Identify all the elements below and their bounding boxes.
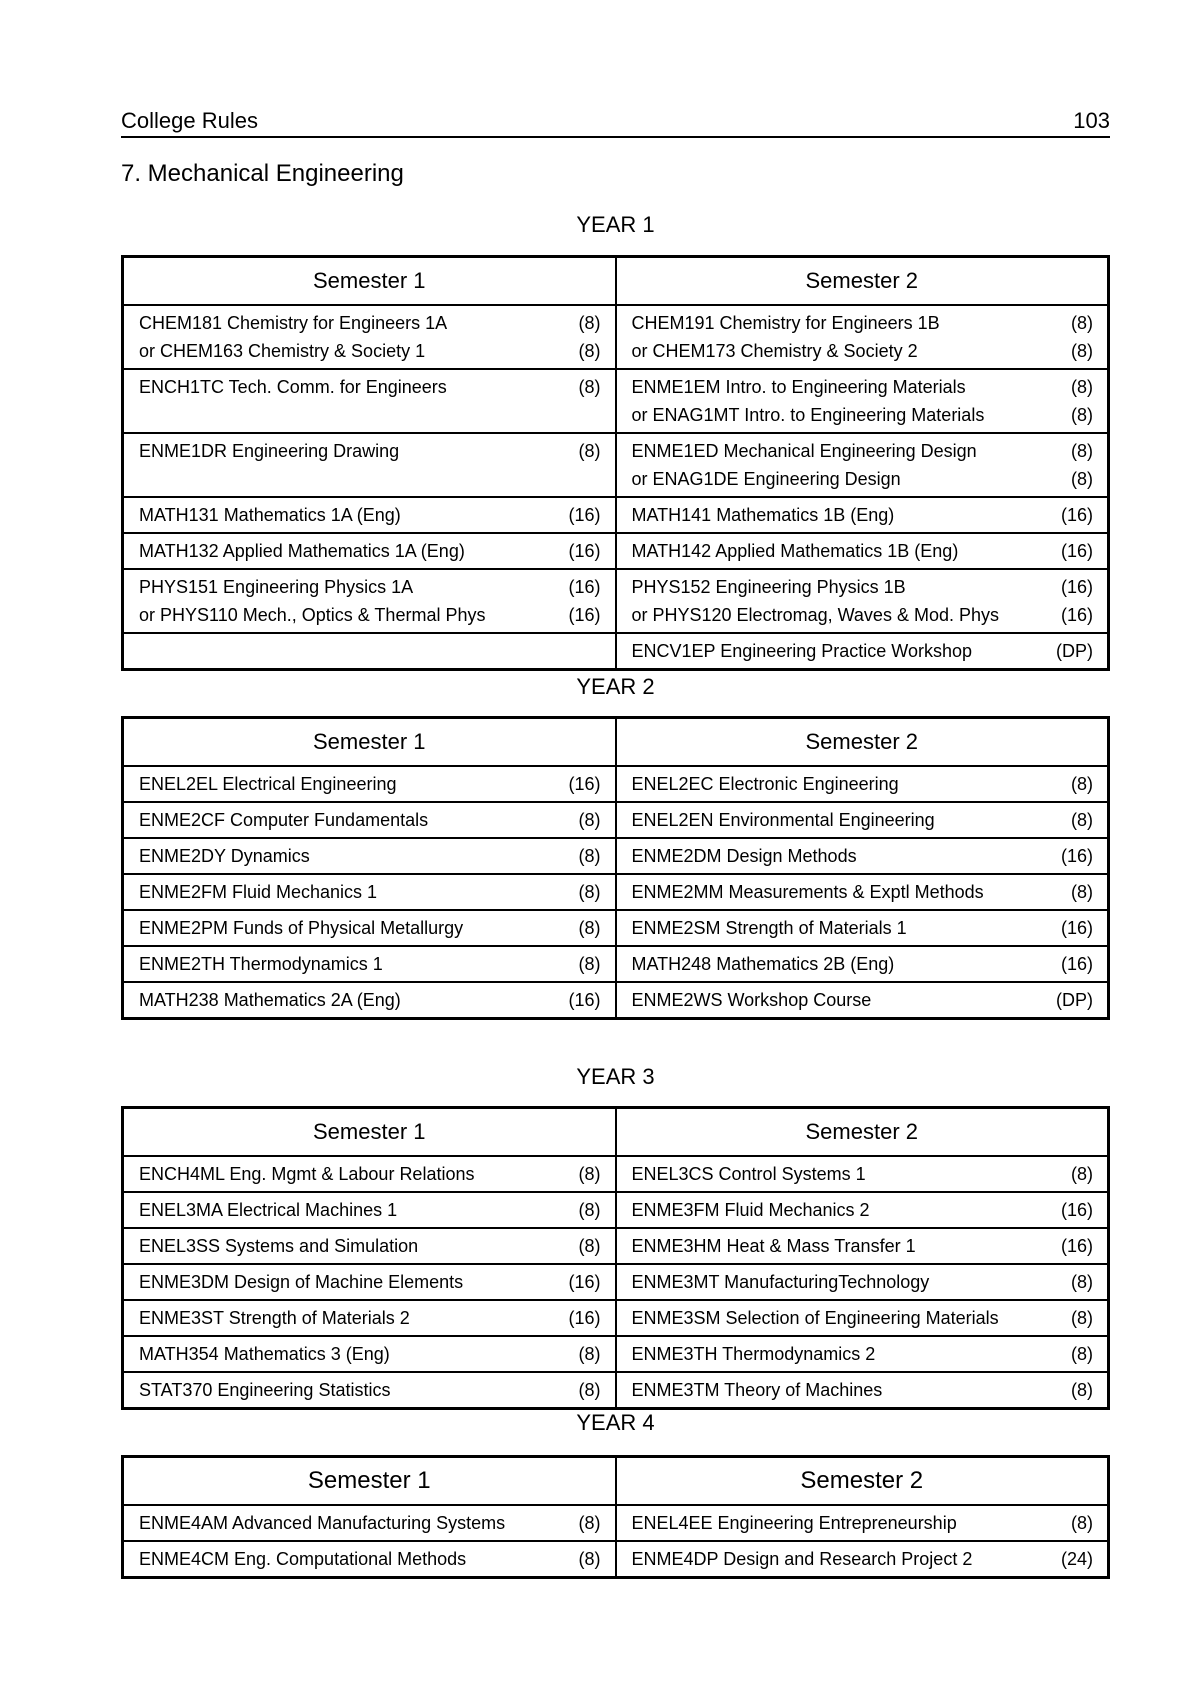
semester-header-s1: Semester 1	[123, 1108, 616, 1157]
course-entry	[632, 1232, 1094, 1260]
course-cell-s1	[123, 1156, 616, 1192]
course-name: or ENAG1MT Intro. to Engineering Materials	[631, 405, 985, 425]
course-cell-s1	[123, 1300, 616, 1336]
course-entry	[139, 1196, 601, 1224]
course-cell-s1	[123, 497, 616, 533]
course-row	[123, 305, 1109, 369]
course-name: MATH132 Applied Mathematics 1A (Eng)	[139, 541, 465, 561]
course-name: MATH238 Mathematics 2A (Eng)	[139, 990, 401, 1010]
course-entry	[139, 1232, 601, 1260]
course-cell-s2	[616, 633, 1109, 670]
course-entry	[632, 806, 1094, 834]
course-credits: (16)	[1060, 1200, 1093, 1220]
section-title: 7. Mechanical Engineering	[121, 160, 404, 187]
course-cell-s1	[123, 569, 616, 633]
course-cell-s1	[123, 1228, 616, 1264]
course-name: ENME1ED Mechanical Engineering Design	[631, 441, 977, 461]
course-credits: (8)	[1071, 341, 1093, 361]
course-cell-s2	[616, 982, 1109, 1019]
course-cell-s1	[123, 305, 616, 369]
course-entry	[632, 537, 1094, 565]
course-credits: (16)	[1060, 505, 1093, 525]
course-cell-s2	[616, 910, 1109, 946]
semester-header-row	[123, 1108, 1109, 1157]
course-entry	[632, 1196, 1094, 1224]
course-name: or CHEM163 Chemistry & Society 1	[139, 341, 426, 361]
course-cell-s2	[616, 946, 1109, 982]
course-name: ENCH1TC Tech. Comm. for Engineers	[139, 377, 447, 397]
semester-header-s1: Semester 1	[123, 1457, 616, 1506]
course-cell-s1	[123, 910, 616, 946]
course-credits: (16)	[1060, 1236, 1093, 1256]
course-entry	[632, 465, 1094, 493]
course-row	[123, 369, 1109, 433]
course-name: MATH141 Mathematics 1B (Eng)	[631, 505, 895, 525]
course-credits: (DP)	[1056, 990, 1093, 1010]
course-cell-s2	[616, 533, 1109, 569]
course-name: ENME2DY Dynamics	[139, 846, 310, 866]
course-entry	[139, 1304, 601, 1332]
course-entry	[632, 1545, 1094, 1573]
course-credits: (8)	[578, 1549, 601, 1569]
course-credits: (8)	[1071, 1164, 1093, 1184]
course-credits: (16)	[568, 541, 601, 561]
course-cell-s2	[616, 1264, 1109, 1300]
year-1-table	[121, 255, 1110, 671]
course-cell-s2	[616, 802, 1109, 838]
empty-cell	[139, 637, 601, 665]
course-entry	[139, 986, 601, 1014]
course-cell-s1	[123, 982, 616, 1019]
course-credits: (8)	[1071, 469, 1093, 489]
course-credits: (16)	[1060, 605, 1093, 625]
course-name: ENCV1EP Engineering Practice Workshop	[631, 641, 973, 661]
course-cell-s2	[616, 766, 1109, 802]
course-cell-s1	[123, 1336, 616, 1372]
course-name: PHYS151 Engineering Physics 1A	[139, 577, 414, 597]
header-title: College Rules	[121, 108, 258, 133]
course-credits: (8)	[578, 1513, 601, 1533]
course-name: MATH131 Mathematics 1A (Eng)	[139, 505, 401, 525]
course-row	[123, 633, 1109, 670]
course-cell-s1	[123, 1372, 616, 1409]
course-cell-s1	[123, 633, 616, 670]
course-entry	[139, 437, 601, 465]
course-credits: (8)	[578, 1236, 601, 1256]
course-entry	[139, 373, 601, 401]
semester-header-row	[123, 257, 1109, 306]
course-credits: (16)	[1060, 541, 1093, 561]
year-label: YEAR 4	[576, 1410, 655, 1435]
course-name: ENME3MT ManufacturingTechnology	[631, 1272, 930, 1292]
course-entry	[139, 1545, 601, 1573]
course-cell-s2	[616, 1192, 1109, 1228]
course-cell-s1	[123, 1264, 616, 1300]
course-credits: (8)	[1071, 774, 1093, 794]
course-row	[123, 569, 1109, 633]
course-cell-s1	[123, 533, 616, 569]
course-name: ENME3HM Heat & Mass Transfer 1	[631, 1236, 916, 1256]
course-name: ENME3SM Selection of Engineering Materials	[631, 1308, 999, 1328]
course-name: ENME3TH Thermodynamics 2	[631, 1344, 876, 1364]
course-credits: (8)	[1071, 313, 1093, 333]
course-name: ENEL3SS Systems and Simulation	[139, 1236, 419, 1256]
course-entry	[139, 1509, 601, 1537]
course-credits: (8)	[578, 882, 601, 902]
course-entry	[139, 914, 601, 942]
course-cell-s1	[123, 802, 616, 838]
course-row	[123, 1336, 1109, 1372]
course-row	[123, 1300, 1109, 1336]
course-cell-s2	[616, 1372, 1109, 1409]
course-cell-s2	[616, 1228, 1109, 1264]
course-credits: (8)	[578, 1200, 601, 1220]
course-row	[123, 874, 1109, 910]
course-row	[123, 766, 1109, 802]
course-name: MATH142 Applied Mathematics 1B (Eng)	[631, 541, 959, 561]
course-name: ENME2TH Thermodynamics 1	[139, 954, 383, 974]
course-cell-s1	[123, 838, 616, 874]
course-row	[123, 433, 1109, 497]
course-entry	[632, 842, 1094, 870]
course-cell-s1	[123, 874, 616, 910]
course-entry	[139, 537, 601, 565]
course-entry	[632, 1509, 1094, 1537]
semester-header-s2: Semester 2	[616, 1457, 1109, 1506]
course-name: or CHEM173 Chemistry & Society 2	[631, 341, 918, 361]
course-credits: (16)	[568, 774, 601, 794]
course-credits: (16)	[568, 990, 601, 1010]
course-cell-s1	[123, 946, 616, 982]
course-entry	[632, 601, 1094, 629]
course-cell-s2	[616, 1541, 1109, 1578]
course-entry	[632, 337, 1094, 365]
course-credits: (8)	[1071, 1308, 1093, 1328]
course-name: STAT370 Engineering Statistics	[139, 1380, 391, 1400]
course-credits: (16)	[1060, 577, 1093, 597]
year-label: YEAR 3	[576, 1064, 655, 1089]
course-cell-s2	[616, 433, 1109, 497]
course-credits: (8)	[578, 341, 601, 361]
course-credits: (8)	[1071, 405, 1093, 425]
course-name: ENME2CF Computer Fundamentals	[139, 810, 429, 830]
course-credits: (16)	[568, 1308, 601, 1328]
course-credits: (8)	[1071, 1272, 1093, 1292]
course-credits: (24)	[1060, 1549, 1093, 1569]
course-entry	[139, 950, 601, 978]
semester-header-s2: Semester 2	[616, 1108, 1109, 1157]
course-row	[123, 1264, 1109, 1300]
course-entry	[139, 878, 601, 906]
course-entry	[139, 501, 601, 529]
course-entry	[139, 1340, 601, 1368]
course-row	[123, 1541, 1109, 1578]
course-cell-s1	[123, 766, 616, 802]
course-entry	[139, 770, 601, 798]
course-credits: (8)	[578, 954, 601, 974]
course-name: ENME4AM Advanced Manufacturing Systems	[139, 1513, 506, 1533]
page-number: 103	[1073, 108, 1110, 133]
course-credits: (8)	[1071, 1380, 1093, 1400]
course-entry	[632, 1340, 1094, 1368]
course-entry	[139, 1160, 601, 1188]
course-entry	[632, 1376, 1094, 1404]
course-entry	[632, 950, 1094, 978]
course-name: ENME3TM Theory of Machines	[631, 1380, 883, 1400]
course-entry	[632, 914, 1094, 942]
course-row	[123, 946, 1109, 982]
course-credits: (16)	[568, 605, 601, 625]
course-credits: (8)	[1071, 377, 1093, 397]
course-entry	[632, 878, 1094, 906]
course-credits: (16)	[1060, 954, 1093, 974]
course-name: ENME3DM Design of Machine Elements	[139, 1272, 464, 1292]
course-name: ENME4CM Eng. Computational Methods	[139, 1549, 467, 1569]
course-cell-s2	[616, 1505, 1109, 1541]
course-name: ENME3ST Strength of Materials 2	[139, 1308, 410, 1328]
semester-header-row	[123, 718, 1109, 767]
course-cell-s2	[616, 838, 1109, 874]
course-entry	[139, 1268, 601, 1296]
course-name: ENME2FM Fluid Mechanics 1	[139, 882, 378, 902]
course-credits: (8)	[578, 441, 601, 461]
course-name: ENME2SM Strength of Materials 1	[631, 918, 907, 938]
course-row	[123, 497, 1109, 533]
course-name: ENME4DP Design and Research Project 2	[631, 1549, 973, 1569]
course-row	[123, 1156, 1109, 1192]
course-credits: (8)	[578, 1344, 601, 1364]
course-entry	[139, 573, 601, 601]
course-entry	[632, 986, 1094, 1014]
course-entry	[139, 309, 601, 337]
course-credits: (8)	[578, 846, 601, 866]
course-credits: (8)	[1071, 441, 1093, 461]
course-credits: (8)	[1071, 1344, 1093, 1364]
course-credits: (16)	[568, 577, 601, 597]
course-cell-s2	[616, 1156, 1109, 1192]
course-entry	[632, 1160, 1094, 1188]
semester-header-s2: Semester 2	[616, 718, 1109, 767]
course-name: or PHYS120 Electromag, Waves & Mod. Phys	[631, 605, 999, 625]
course-row	[123, 1505, 1109, 1541]
course-name: ENEL2EL Electrical Engineering	[139, 774, 397, 794]
course-row	[123, 910, 1109, 946]
course-name: ENME2WS Workshop Course	[631, 990, 872, 1010]
year-label: YEAR 1	[576, 212, 655, 237]
course-cell-s2	[616, 497, 1109, 533]
course-cell-s1	[123, 369, 616, 433]
course-credits: (8)	[1071, 882, 1093, 902]
course-row	[123, 838, 1109, 874]
course-name: CHEM181 Chemistry for Engineers 1A	[139, 313, 448, 333]
course-row	[123, 982, 1109, 1019]
course-row	[123, 533, 1109, 569]
course-entry	[139, 1376, 601, 1404]
year-2-table	[121, 716, 1110, 1020]
course-credits: (8)	[1071, 810, 1093, 830]
course-name: ENME3FM Fluid Mechanics 2	[631, 1200, 870, 1220]
course-entry	[632, 770, 1094, 798]
course-cell-s2	[616, 1336, 1109, 1372]
course-entry	[632, 437, 1094, 465]
course-credits: (8)	[578, 1380, 601, 1400]
year-4-table	[121, 1455, 1110, 1579]
course-credits: (DP)	[1056, 641, 1093, 661]
course-cell-s2	[616, 1300, 1109, 1336]
course-cell-s2	[616, 569, 1109, 633]
course-cell-s1	[123, 1192, 616, 1228]
course-cell-s2	[616, 305, 1109, 369]
course-entry	[139, 806, 601, 834]
course-entry	[632, 309, 1094, 337]
course-name: ENEL2EN Environmental Engineering	[631, 810, 935, 830]
course-entry	[139, 842, 601, 870]
course-name: ENME2MM Measurements & Exptl Methods	[631, 882, 984, 902]
course-credits: (8)	[578, 313, 601, 333]
course-name: or ENAG1DE Engineering Design	[631, 469, 901, 489]
course-credits: (16)	[568, 505, 601, 525]
course-cell-s1	[123, 1505, 616, 1541]
course-name: MATH354 Mathematics 3 (Eng)	[139, 1344, 390, 1364]
course-row	[123, 1228, 1109, 1264]
course-entry	[632, 373, 1094, 401]
course-credits: (8)	[578, 377, 601, 397]
course-entry	[632, 637, 1094, 665]
semester-header-s2: Semester 2	[616, 257, 1109, 306]
course-name: ENME2DM Design Methods	[631, 846, 857, 866]
course-name: PHYS152 Engineering Physics 1B	[631, 577, 906, 597]
course-cell-s2	[616, 874, 1109, 910]
course-name: ENEL3MA Electrical Machines 1	[139, 1200, 398, 1220]
course-name: ENEL4EE Engineering Entrepreneurship	[631, 1513, 957, 1533]
course-entry	[632, 1304, 1094, 1332]
course-entry	[632, 573, 1094, 601]
course-credits: (8)	[578, 810, 601, 830]
course-entry	[139, 337, 601, 365]
course-credits: (16)	[1060, 918, 1093, 938]
course-name: MATH248 Mathematics 2B (Eng)	[631, 954, 895, 974]
course-name: or PHYS110 Mech., Optics & Thermal Phys	[139, 605, 486, 625]
course-entry	[632, 501, 1094, 529]
semester-header-s1: Semester 1	[123, 718, 616, 767]
course-entry	[632, 1268, 1094, 1296]
course-credits: (16)	[1060, 846, 1093, 866]
course-entry	[139, 601, 601, 629]
course-name: ENME2PM Funds of Physical Metallurgy	[139, 918, 464, 938]
course-credits: (8)	[578, 1164, 601, 1184]
course-cell-s2	[616, 369, 1109, 433]
course-row	[123, 1372, 1109, 1409]
year-3-table	[121, 1106, 1110, 1410]
course-credits: (8)	[578, 918, 601, 938]
course-name: ENME1EM Intro. to Engineering Materials	[631, 377, 966, 397]
semester-header-row	[123, 1457, 1109, 1506]
semester-header-s1: Semester 1	[123, 257, 616, 306]
course-name: CHEM191 Chemistry for Engineers 1B	[631, 313, 940, 333]
course-row	[123, 802, 1109, 838]
course-name: ENME1DR Engineering Drawing	[139, 441, 400, 461]
course-credits: (8)	[1071, 1513, 1093, 1533]
course-cell-s1	[123, 433, 616, 497]
course-entry	[632, 401, 1094, 429]
year-label: YEAR 2	[576, 674, 655, 699]
course-credits: (16)	[568, 1272, 601, 1292]
course-row	[123, 1192, 1109, 1228]
running-header	[121, 106, 1110, 138]
course-name: ENCH4ML Eng. Mgmt & Labour Relations	[139, 1164, 475, 1184]
course-name: ENEL3CS Control Systems 1	[631, 1164, 866, 1184]
course-cell-s1	[123, 1541, 616, 1578]
course-name: ENEL2EC Electronic Engineering	[631, 774, 899, 794]
